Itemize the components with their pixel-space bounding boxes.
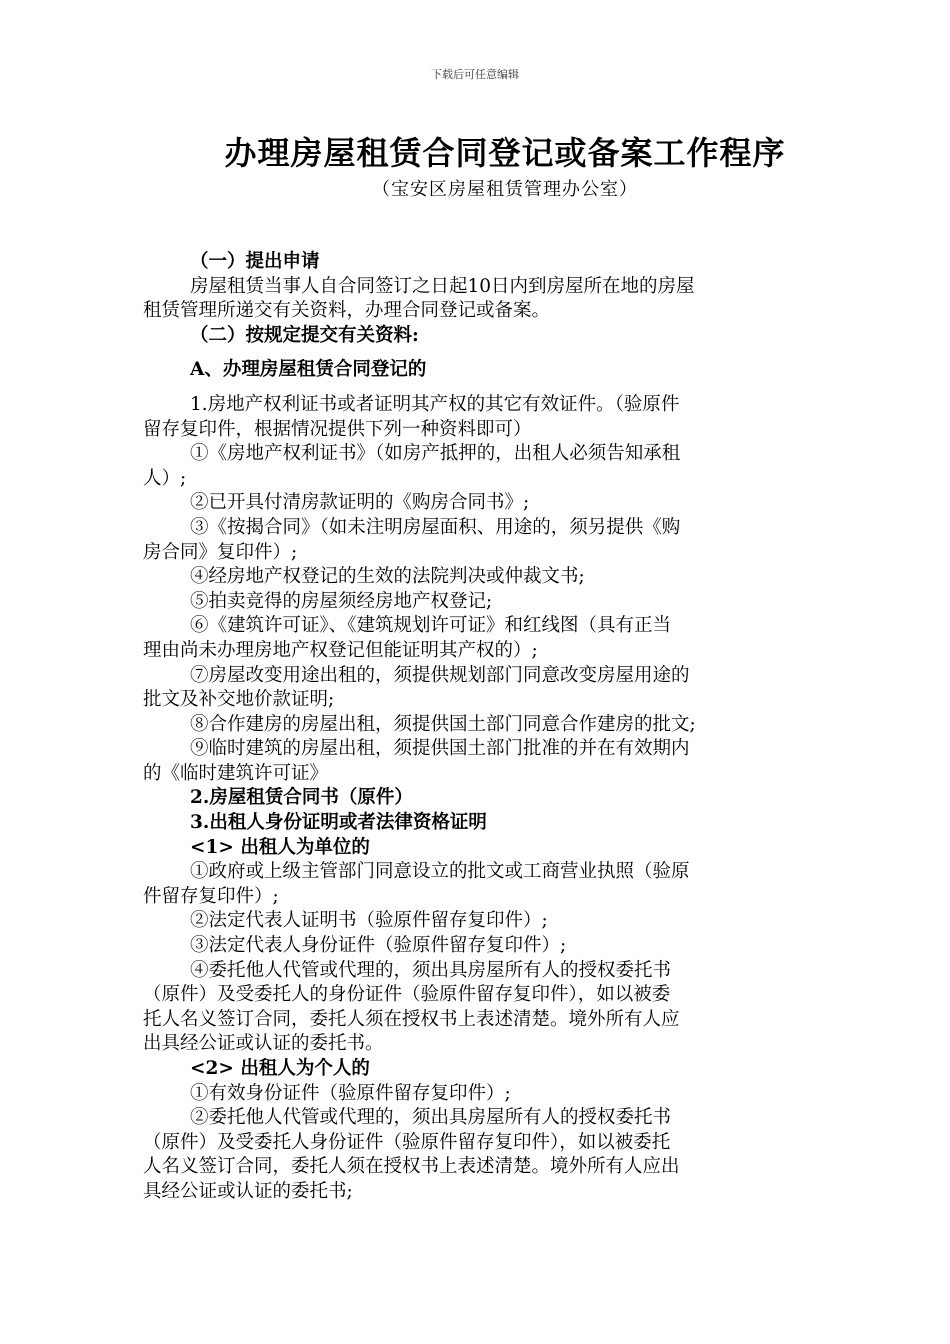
body-text-line: 1.房地产权利证书或者证明其产权的其它有效证件。（验原件 [190, 393, 680, 415]
body-text-line: ⑥《建筑许可证》、《建筑规划许可证》和红线图（具有正当 [190, 615, 672, 637]
section-heading-line: 2.房屋租赁合同书（原件） [190, 787, 413, 809]
body-text-line: 批文及补交地价款证明; [143, 689, 335, 711]
body-text-line: 托人名义签订合同，委托人须在授权书上表述清楚。境外所有人应 [143, 1008, 680, 1030]
body-text-line: ②已开具付清房款证明的《购房合同书》; [190, 492, 530, 514]
body-text-line: ②委托他人代管或代理的，须出具房屋所有人的授权委托书 [190, 1107, 672, 1129]
body-text-line: ⑧合作建房的房屋出租，须提供国土部门同意合作建房的批文; [190, 713, 696, 735]
section-heading-line: A、办理房屋租赁合同登记的 [190, 359, 427, 381]
body-text-line: 件留存复印件）; [143, 885, 279, 907]
body-text-line: 租赁管理所递交有关资料，办理合同登记或备案。 [143, 300, 551, 322]
document-subtitle: （宝安区房屋租赁管理办公室） [372, 179, 638, 200]
body-text-line: 人）; [143, 467, 187, 489]
body-text-line: ③《按揭合同》（如未注明房屋面积、用途的，须另提供《购 [190, 516, 681, 538]
body-text-line: ③法定代表人身份证件（验原件留存复印件）; [190, 935, 567, 957]
paragraph-gap [143, 348, 811, 358]
body-text-line: （原件）及受委托人身份证件（验原件留存复印件），如以被委托 [143, 1131, 671, 1153]
paragraph-gap [143, 383, 811, 393]
body-text-line: ②法定代表人证明书（验原件留存复印件）; [190, 910, 548, 932]
document-body [143, 250, 811, 1205]
body-text-line: 的《临时建筑许可证》 [143, 762, 329, 784]
section-heading-line: （二）按规定提交有关资料: [190, 324, 419, 346]
body-text-line: ④委托他人代管或代理的，须出具房屋所有人的授权委托书 [190, 959, 672, 981]
header-note: 下载后可任意编辑 [431, 68, 519, 81]
body-text-line: 房屋租赁当事人自合同签订之日起10日内到房屋所在地的房屋 [190, 275, 695, 297]
body-text-line: 房合同》复印件）; [143, 541, 298, 563]
body-text-line: ①《房地产权利证书》（如房产抵押的，出租人必须告知承租 [190, 443, 681, 465]
body-text-line: ④经房地产权登记的生效的法院判决或仲裁文书; [190, 566, 585, 588]
body-text-line: ①有效身份证件（验原件留存复印件）; [190, 1082, 511, 1104]
section-heading-line: <2> 出租人为个人的 [190, 1058, 370, 1079]
body-text-line: 人名义签订合同，委托人须在授权书上表述清楚。境外所有人应出 [143, 1156, 680, 1178]
body-text-line: （原件）及受委托人的身份证件（验原件留存复印件），如以被委 [143, 984, 671, 1006]
body-text-line: ⑤拍卖竞得的房屋须经房地产权登记; [190, 590, 493, 612]
section-heading-line: <1> 出租人为单位的 [190, 836, 370, 858]
body-text-line: 留存复印件，根据情况提供下列一种资料即可） [143, 418, 532, 440]
body-text-line: ⑦房屋改变用途出租的，须提供规划部门同意改变房屋用途的 [190, 664, 690, 686]
section-heading-line: 3.出租人身份证明或者法律资格证明 [190, 812, 487, 834]
body-text-line: ①政府或上级主管部门同意设立的批文或工商营业执照（验原 [190, 861, 690, 883]
body-text-line: 具经公证或认证的委托书; [143, 1180, 353, 1202]
body-text-line: 出具经公证或认证的委托书。 [143, 1033, 384, 1055]
body-text-line: 理由尚未办理房地产权登记但能证明其产权的）; [143, 639, 538, 661]
body-text-line: ⑨临时建筑的房屋出租，须提供国土部门批准的并在有效期内 [190, 738, 690, 760]
document-title: 办理房屋租赁合同登记或备案工作程序 [224, 134, 786, 172]
section-heading-line: （一）提出申请 [190, 251, 320, 272]
